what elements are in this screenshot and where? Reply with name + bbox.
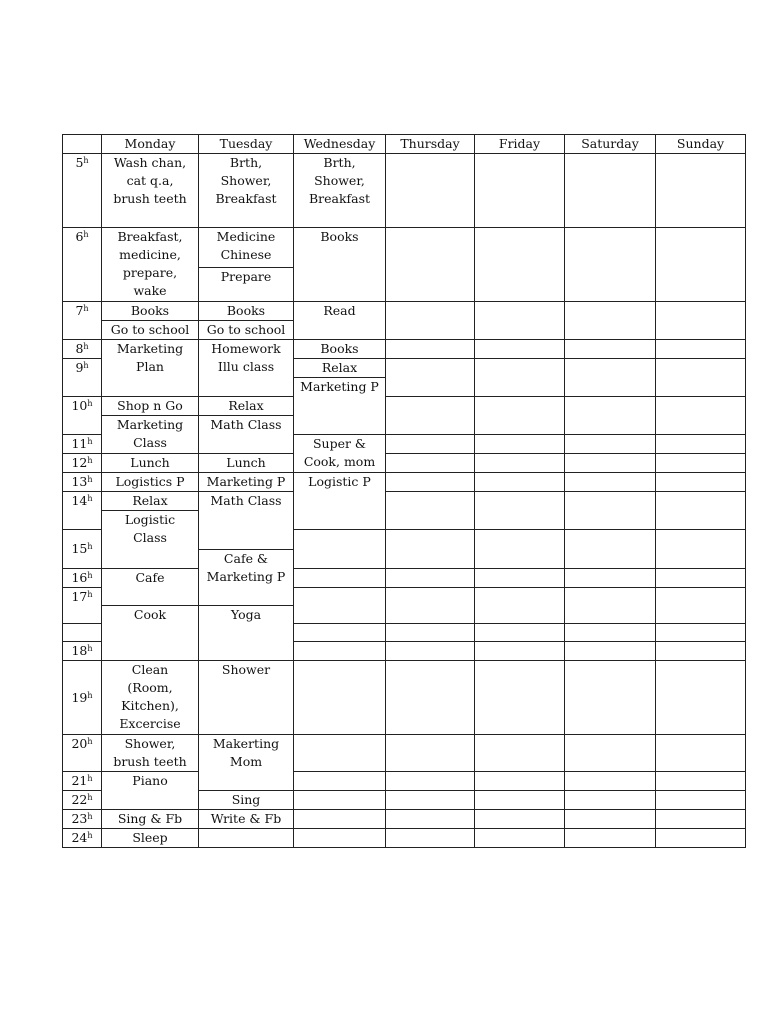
saturday-cell: [565, 772, 656, 791]
table-row: [63, 340, 746, 359]
friday-cell: [475, 154, 565, 228]
thursday-cell: [386, 435, 475, 454]
friday-cell: [475, 454, 565, 473]
hour-label: 23$^h$: [63, 810, 102, 829]
table-row: [63, 829, 746, 848]
tuesday-makerting: Makerting Mom: [199, 735, 294, 791]
friday-cell: [475, 397, 565, 435]
sunday-cell: [656, 569, 746, 588]
saturday-cell: [565, 810, 656, 829]
friday-cell: [475, 829, 565, 848]
sunday-cell: [656, 530, 746, 569]
wednesday-books-8h: Books: [294, 340, 386, 359]
wednesday-books: Books: [294, 228, 386, 302]
monday-clean: Clean (Room, Kitchen), Excercise: [102, 661, 199, 735]
hour-label: 8$^h$: [63, 340, 102, 359]
thursday-cell: [386, 829, 475, 848]
saturday-cell: [565, 302, 656, 340]
sunday-cell: [656, 397, 746, 435]
wednesday-5h: Brth, Shower, Breakfast: [294, 154, 386, 228]
hour-label: 6$^h$: [63, 228, 102, 302]
hour-label: 9$^h$: [63, 359, 102, 397]
monday-books: Books: [102, 302, 199, 321]
table-row: [63, 772, 746, 791]
sunday-cell: [656, 735, 746, 772]
friday-cell: [475, 810, 565, 829]
monday-logistics-p: Logistics P: [102, 473, 199, 492]
tuesday-relax: Relax: [199, 397, 294, 416]
hour-label: 19$^h$: [63, 661, 102, 735]
table-row: [63, 397, 746, 416]
table-row: [63, 228, 746, 268]
sunday-cell: [656, 154, 746, 228]
tuesday-go-to-school: Go to school: [199, 321, 294, 340]
friday-cell: [475, 302, 565, 340]
friday-cell: [475, 435, 565, 454]
thursday-cell: [386, 228, 475, 302]
wednesday-cell: [294, 661, 386, 735]
day-thursday: Thursday: [386, 135, 475, 154]
thursday-cell: [386, 661, 475, 735]
friday-cell: [475, 772, 565, 791]
table-row: [63, 569, 746, 588]
thursday-cell: [386, 735, 475, 772]
wednesday-cell: [294, 791, 386, 810]
wednesday-logistic-p: Logistic P: [294, 473, 386, 530]
monday-cafe: Cafe: [102, 569, 199, 606]
saturday-cell: [565, 228, 656, 302]
monday-shop-n-go: Shop n Go: [102, 397, 199, 416]
hour-label: 14$^h$: [63, 492, 102, 530]
hour-label: 17$^h$: [63, 588, 102, 624]
sunday-cell: [656, 791, 746, 810]
friday-cell: [475, 473, 565, 492]
friday-cell: [475, 735, 565, 772]
saturday-cell: [565, 735, 656, 772]
monday-piano: Piano: [102, 772, 199, 810]
wednesday-relax: Relax: [294, 359, 386, 378]
hour-label: 18$^h$: [63, 642, 102, 661]
wednesday-cell: [294, 588, 386, 624]
thursday-cell: [386, 642, 475, 661]
wednesday-cell: [294, 642, 386, 661]
friday-cell: [475, 642, 565, 661]
table-row: [63, 473, 746, 492]
monday-relax: Relax: [102, 492, 199, 511]
monday-cook: Cook: [102, 606, 199, 661]
saturday-cell: [565, 397, 656, 435]
wednesday-cell: [294, 772, 386, 791]
tuesday-homework: Homework Illu class: [199, 340, 294, 397]
monday-6h: Breakfast, medicine, prepare, wake: [102, 228, 199, 302]
sunday-cell: [656, 810, 746, 829]
thursday-cell: [386, 154, 475, 228]
sunday-cell: [656, 228, 746, 302]
wednesday-cell: [294, 624, 386, 642]
hour-label: 10$^h$: [63, 397, 102, 435]
header-row: [63, 135, 746, 154]
sunday-cell: [656, 642, 746, 661]
tuesday-yoga: Yoga: [199, 606, 294, 661]
table-row: [63, 735, 746, 772]
thursday-cell: [386, 810, 475, 829]
tuesday-marketing-p: Marketing P: [199, 473, 294, 492]
tuesday-write-fb: Write & Fb: [199, 810, 294, 829]
friday-cell: [475, 661, 565, 735]
wednesday-cell: [294, 569, 386, 588]
thursday-cell: [386, 397, 475, 435]
saturday-cell: [565, 454, 656, 473]
monday-5h: Wash chan, cat q.a, brush teeth: [102, 154, 199, 228]
tuesday-medicine: Medicine Chinese: [199, 228, 294, 268]
thursday-cell: [386, 791, 475, 810]
sunday-cell: [656, 588, 746, 624]
sunday-cell: [656, 473, 746, 492]
friday-cell: [475, 530, 565, 569]
tuesday-sing: Sing: [199, 791, 294, 810]
thursday-cell: [386, 492, 475, 530]
tuesday-cell: [199, 829, 294, 848]
sunday-cell: [656, 661, 746, 735]
wednesday-marketing-p: Marketing P: [294, 378, 386, 435]
saturday-cell: [565, 473, 656, 492]
hour-label: 13$^h$: [63, 473, 102, 492]
day-saturday: Saturday: [565, 135, 656, 154]
day-wednesday: Wednesday: [294, 135, 386, 154]
tuesday-cafe-marketing: Cafe & Marketing P: [199, 550, 294, 606]
thursday-cell: [386, 569, 475, 588]
saturday-cell: [565, 588, 656, 624]
hour-label: 12$^h$: [63, 454, 102, 473]
hour-label: [63, 624, 102, 642]
hour-label: 16$^h$: [63, 569, 102, 588]
thursday-cell: [386, 454, 475, 473]
sunday-cell: [656, 829, 746, 848]
monday-go-to-school: Go to school: [102, 321, 199, 340]
hour-label: 24$^h$: [63, 829, 102, 848]
saturday-cell: [565, 492, 656, 530]
tuesday-lunch: Lunch: [199, 454, 294, 473]
thursday-cell: [386, 359, 475, 397]
table-row: [63, 454, 746, 473]
day-sunday: Sunday: [656, 135, 746, 154]
saturday-cell: [565, 435, 656, 454]
thursday-cell: [386, 530, 475, 569]
friday-cell: [475, 340, 565, 359]
friday-cell: [475, 492, 565, 530]
sunday-cell: [656, 359, 746, 397]
sunday-cell: [656, 492, 746, 530]
friday-cell: [475, 791, 565, 810]
saturday-cell: [565, 661, 656, 735]
wednesday-read: Read: [294, 302, 386, 340]
monday-shower: Shower, brush teeth: [102, 735, 199, 772]
thursday-cell: [386, 473, 475, 492]
monday-logistic-class: Logistic Class: [102, 511, 199, 569]
saturday-cell: [565, 359, 656, 397]
table-row: [63, 661, 746, 735]
sunday-cell: [656, 624, 746, 642]
day-friday: Friday: [475, 135, 565, 154]
thursday-cell: [386, 588, 475, 624]
sunday-cell: [656, 772, 746, 791]
wednesday-cell: [294, 810, 386, 829]
saturday-cell: [565, 829, 656, 848]
saturday-cell: [565, 154, 656, 228]
saturday-cell: [565, 624, 656, 642]
monday-marketing-class: Marketing Class: [102, 416, 199, 454]
table-row: [63, 154, 746, 228]
hour-label: 11$^h$: [63, 435, 102, 454]
wednesday-cell: [294, 530, 386, 569]
monday-sing-fb: Sing & Fb: [102, 810, 199, 829]
tuesday-prepare: Prepare: [199, 268, 294, 302]
table-row: [63, 492, 746, 511]
tuesday-5h: Brth, Shower, Breakfast: [199, 154, 294, 228]
table-row: [63, 302, 746, 321]
monday-marketing-plan: Marketing Plan: [102, 340, 199, 397]
hour-label: 22$^h$: [63, 791, 102, 810]
friday-cell: [475, 624, 565, 642]
thursday-cell: [386, 772, 475, 791]
saturday-cell: [565, 642, 656, 661]
thursday-cell: [386, 624, 475, 642]
friday-cell: [475, 228, 565, 302]
corner-cell: [63, 135, 102, 154]
saturday-cell: [565, 340, 656, 359]
saturday-cell: [565, 791, 656, 810]
hour-label: 5$^h$: [63, 154, 102, 228]
monday-lunch: Lunch: [102, 454, 199, 473]
friday-cell: [475, 588, 565, 624]
weekly-schedule-table: [62, 134, 746, 848]
tuesday-math-class: Math Class: [199, 416, 294, 454]
thursday-cell: [386, 302, 475, 340]
day-tuesday: Tuesday: [199, 135, 294, 154]
sunday-cell: [656, 302, 746, 340]
thursday-cell: [386, 340, 475, 359]
tuesday-books: Books: [199, 302, 294, 321]
wednesday-cell: [294, 735, 386, 772]
sunday-cell: [656, 340, 746, 359]
hour-label: 7$^h$: [63, 302, 102, 340]
tuesday-math-class-2: Math Class: [199, 492, 294, 550]
table-row: [63, 810, 746, 829]
friday-cell: [475, 359, 565, 397]
hour-label: 15$^h$: [63, 530, 102, 569]
saturday-cell: [565, 530, 656, 569]
sunday-cell: [656, 454, 746, 473]
wednesday-super-cook: Super & Cook, mom: [294, 435, 386, 473]
tuesday-shower: Shower: [199, 661, 294, 735]
hour-label: 21$^h$: [63, 772, 102, 791]
wednesday-cell: [294, 829, 386, 848]
friday-cell: [475, 569, 565, 588]
monday-sleep: Sleep: [102, 829, 199, 848]
sunday-cell: [656, 435, 746, 454]
day-monday: Monday: [102, 135, 199, 154]
saturday-cell: [565, 569, 656, 588]
hour-label: 20$^h$: [63, 735, 102, 772]
